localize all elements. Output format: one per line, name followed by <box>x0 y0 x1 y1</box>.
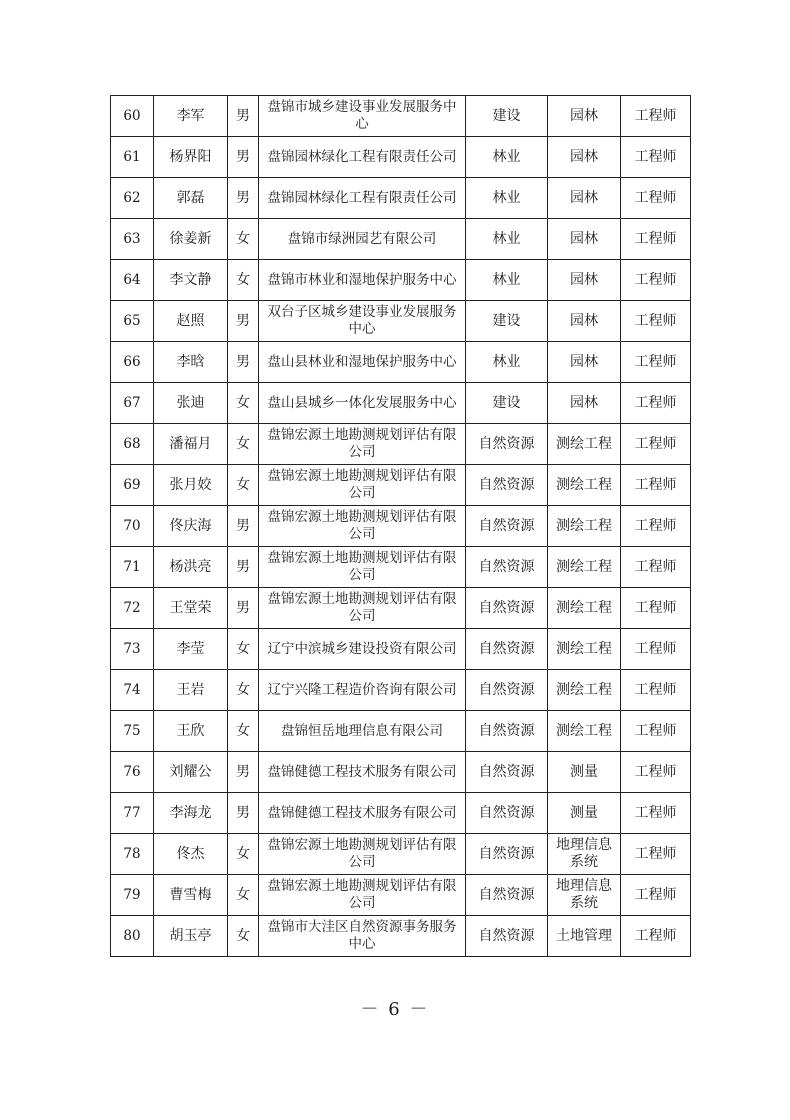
cell-unit: 双台子区城乡建设事业发展服务中心 <box>259 301 466 342</box>
cell-series: 自然资源 <box>466 916 548 957</box>
cell-specialty: 园林 <box>548 383 621 424</box>
cell-series: 自然资源 <box>466 793 548 834</box>
cell-specialty: 测绘工程 <box>548 547 621 588</box>
cell-name: 李莹 <box>154 629 228 670</box>
cell-specialty: 园林 <box>548 137 621 178</box>
cell-name: 佟杰 <box>154 834 228 875</box>
cell-unit: 盘锦园林绿化工程有限责任公司 <box>259 178 466 219</box>
cell-title: 工程师 <box>621 547 691 588</box>
table-row <box>111 547 691 588</box>
cell-title: 工程师 <box>621 875 691 916</box>
cell-title: 工程师 <box>621 178 691 219</box>
cell-series: 林业 <box>466 342 548 383</box>
cell-series: 自然资源 <box>466 465 548 506</box>
cell-series: 自然资源 <box>466 670 548 711</box>
cell-title: 工程师 <box>621 588 691 629</box>
cell-series: 建设 <box>466 96 548 137</box>
cell-gender: 男 <box>228 301 259 342</box>
cell-unit: 盘锦市大洼区自然资源事务服务中心 <box>259 916 466 957</box>
cell-unit: 盘山县林业和湿地保护服务中心 <box>259 342 466 383</box>
table-row <box>111 465 691 506</box>
cell-series: 建设 <box>466 383 548 424</box>
cell-title: 工程师 <box>621 711 691 752</box>
cell-series: 自然资源 <box>466 834 548 875</box>
cell-series: 自然资源 <box>466 752 548 793</box>
cell-number: 69 <box>111 465 154 506</box>
cell-unit: 盘锦宏源土地勘测规划评估有限公司 <box>259 465 466 506</box>
cell-specialty: 土地管理 <box>548 916 621 957</box>
cell-specialty: 测绘工程 <box>548 670 621 711</box>
page-number: － 6 － <box>360 999 430 1020</box>
cell-number: 63 <box>111 219 154 260</box>
cell-series: 自然资源 <box>466 711 548 752</box>
cell-unit: 盘锦宏源土地勘测规划评估有限公司 <box>259 588 466 629</box>
cell-gender: 女 <box>228 711 259 752</box>
cell-title: 工程师 <box>621 260 691 301</box>
cell-unit: 盘锦宏源土地勘测规划评估有限公司 <box>259 834 466 875</box>
cell-number: 70 <box>111 506 154 547</box>
cell-number: 66 <box>111 342 154 383</box>
cell-title: 工程师 <box>621 465 691 506</box>
cell-number: 60 <box>111 96 154 137</box>
table-row <box>111 752 691 793</box>
cell-specialty: 测绘工程 <box>548 711 621 752</box>
cell-gender: 男 <box>228 96 259 137</box>
cell-title: 工程师 <box>621 96 691 137</box>
table-row <box>111 219 691 260</box>
cell-name: 李文静 <box>154 260 228 301</box>
cell-series: 林业 <box>466 137 548 178</box>
cell-unit: 盘锦健德工程技术服务有限公司 <box>259 752 466 793</box>
cell-number: 73 <box>111 629 154 670</box>
cell-unit: 辽宁兴隆工程造价咨询有限公司 <box>259 670 466 711</box>
cell-series: 自然资源 <box>466 424 548 465</box>
cell-number: 61 <box>111 137 154 178</box>
table-row <box>111 342 691 383</box>
cell-title: 工程师 <box>621 834 691 875</box>
table-row <box>111 793 691 834</box>
cell-number: 74 <box>111 670 154 711</box>
cell-name: 王堂荣 <box>154 588 228 629</box>
cell-number: 65 <box>111 301 154 342</box>
cell-number: 71 <box>111 547 154 588</box>
cell-gender: 男 <box>228 588 259 629</box>
cell-name: 潘福月 <box>154 424 228 465</box>
cell-gender: 女 <box>228 875 259 916</box>
cell-gender: 女 <box>228 465 259 506</box>
cell-gender: 女 <box>228 260 259 301</box>
cell-name: 赵照 <box>154 301 228 342</box>
cell-title: 工程师 <box>621 383 691 424</box>
cell-name: 郭磊 <box>154 178 228 219</box>
table-row <box>111 506 691 547</box>
cell-gender: 男 <box>228 178 259 219</box>
cell-specialty: 测绘工程 <box>548 424 621 465</box>
cell-unit: 盘锦宏源土地勘测规划评估有限公司 <box>259 875 466 916</box>
cell-number: 78 <box>111 834 154 875</box>
table-row <box>111 301 691 342</box>
cell-title: 工程师 <box>621 219 691 260</box>
cell-gender: 女 <box>228 424 259 465</box>
cell-name: 张月姣 <box>154 465 228 506</box>
cell-gender: 男 <box>228 342 259 383</box>
cell-name: 张迪 <box>154 383 228 424</box>
cell-title: 工程师 <box>621 670 691 711</box>
cell-specialty: 测绘工程 <box>548 588 621 629</box>
cell-specialty: 园林 <box>548 342 621 383</box>
cell-number: 75 <box>111 711 154 752</box>
cell-specialty: 地理信息系统 <box>548 875 621 916</box>
cell-gender: 男 <box>228 506 259 547</box>
cell-number: 68 <box>111 424 154 465</box>
cell-title: 工程师 <box>621 137 691 178</box>
table-row <box>111 383 691 424</box>
table-row <box>111 137 691 178</box>
cell-name: 王岩 <box>154 670 228 711</box>
cell-number: 67 <box>111 383 154 424</box>
cell-series: 自然资源 <box>466 875 548 916</box>
cell-specialty: 园林 <box>548 219 621 260</box>
cell-title: 工程师 <box>621 916 691 957</box>
cell-name: 佟庆海 <box>154 506 228 547</box>
table-row <box>111 875 691 916</box>
cell-unit: 盘锦市城乡建设事业发展服务中心 <box>259 96 466 137</box>
cell-unit: 盘锦健德工程技术服务有限公司 <box>259 793 466 834</box>
cell-title: 工程师 <box>621 629 691 670</box>
cell-specialty: 园林 <box>548 260 621 301</box>
cell-unit: 盘锦宏源土地勘测规划评估有限公司 <box>259 547 466 588</box>
cell-unit: 辽宁中滨城乡建设投资有限公司 <box>259 629 466 670</box>
cell-name: 胡玉亭 <box>154 916 228 957</box>
cell-unit: 盘锦市绿洲园艺有限公司 <box>259 219 466 260</box>
table-row <box>111 588 691 629</box>
cell-gender: 男 <box>228 547 259 588</box>
table-row <box>111 260 691 301</box>
cell-number: 64 <box>111 260 154 301</box>
cell-specialty: 测绘工程 <box>548 506 621 547</box>
cell-series: 自然资源 <box>466 588 548 629</box>
cell-unit: 盘山县城乡一体化发展服务中心 <box>259 383 466 424</box>
cell-name: 李军 <box>154 96 228 137</box>
cell-series: 自然资源 <box>466 506 548 547</box>
cell-specialty: 测量 <box>548 793 621 834</box>
cell-series: 林业 <box>466 178 548 219</box>
cell-title: 工程师 <box>621 793 691 834</box>
cell-series: 林业 <box>466 219 548 260</box>
cell-number: 77 <box>111 793 154 834</box>
cell-series: 自然资源 <box>466 629 548 670</box>
cell-name: 李海龙 <box>154 793 228 834</box>
table-row <box>111 834 691 875</box>
candidate-table <box>110 95 691 957</box>
cell-gender: 女 <box>228 834 259 875</box>
cell-gender: 女 <box>228 670 259 711</box>
cell-name: 李晗 <box>154 342 228 383</box>
cell-unit: 盘锦宏源土地勘测规划评估有限公司 <box>259 506 466 547</box>
cell-number: 62 <box>111 178 154 219</box>
cell-gender: 男 <box>228 137 259 178</box>
cell-specialty: 园林 <box>548 178 621 219</box>
cell-series: 建设 <box>466 301 548 342</box>
cell-gender: 女 <box>228 383 259 424</box>
cell-number: 80 <box>111 916 154 957</box>
cell-specialty: 测量 <box>548 752 621 793</box>
table-row <box>111 424 691 465</box>
cell-name: 王欣 <box>154 711 228 752</box>
table-row <box>111 916 691 957</box>
cell-unit: 盘锦宏源土地勘测规划评估有限公司 <box>259 424 466 465</box>
cell-gender: 男 <box>228 793 259 834</box>
cell-gender: 女 <box>228 219 259 260</box>
cell-number: 72 <box>111 588 154 629</box>
cell-title: 工程师 <box>621 752 691 793</box>
cell-name: 曹雪梅 <box>154 875 228 916</box>
cell-title: 工程师 <box>621 424 691 465</box>
cell-gender: 女 <box>228 629 259 670</box>
cell-name: 杨洪亮 <box>154 547 228 588</box>
cell-name: 刘耀公 <box>154 752 228 793</box>
cell-unit: 盘锦市林业和湿地保护服务中心 <box>259 260 466 301</box>
cell-specialty: 测绘工程 <box>548 629 621 670</box>
cell-unit: 盘锦恒岳地理信息有限公司 <box>259 711 466 752</box>
cell-specialty: 地理信息系统 <box>548 834 621 875</box>
cell-title: 工程师 <box>621 301 691 342</box>
cell-name: 徐姜新 <box>154 219 228 260</box>
cell-specialty: 园林 <box>548 301 621 342</box>
cell-series: 自然资源 <box>466 547 548 588</box>
table-row <box>111 96 691 137</box>
cell-title: 工程师 <box>621 506 691 547</box>
table-row <box>111 670 691 711</box>
cell-specialty: 测绘工程 <box>548 465 621 506</box>
table-row <box>111 629 691 670</box>
table-body <box>111 96 691 957</box>
cell-unit: 盘锦园林绿化工程有限责任公司 <box>259 137 466 178</box>
cell-number: 79 <box>111 875 154 916</box>
cell-gender: 男 <box>228 752 259 793</box>
cell-title: 工程师 <box>621 342 691 383</box>
cell-series: 林业 <box>466 260 548 301</box>
cell-number: 76 <box>111 752 154 793</box>
table-row <box>111 711 691 752</box>
cell-name: 杨界阳 <box>154 137 228 178</box>
cell-specialty: 园林 <box>548 96 621 137</box>
table-row <box>111 178 691 219</box>
cell-gender: 女 <box>228 916 259 957</box>
